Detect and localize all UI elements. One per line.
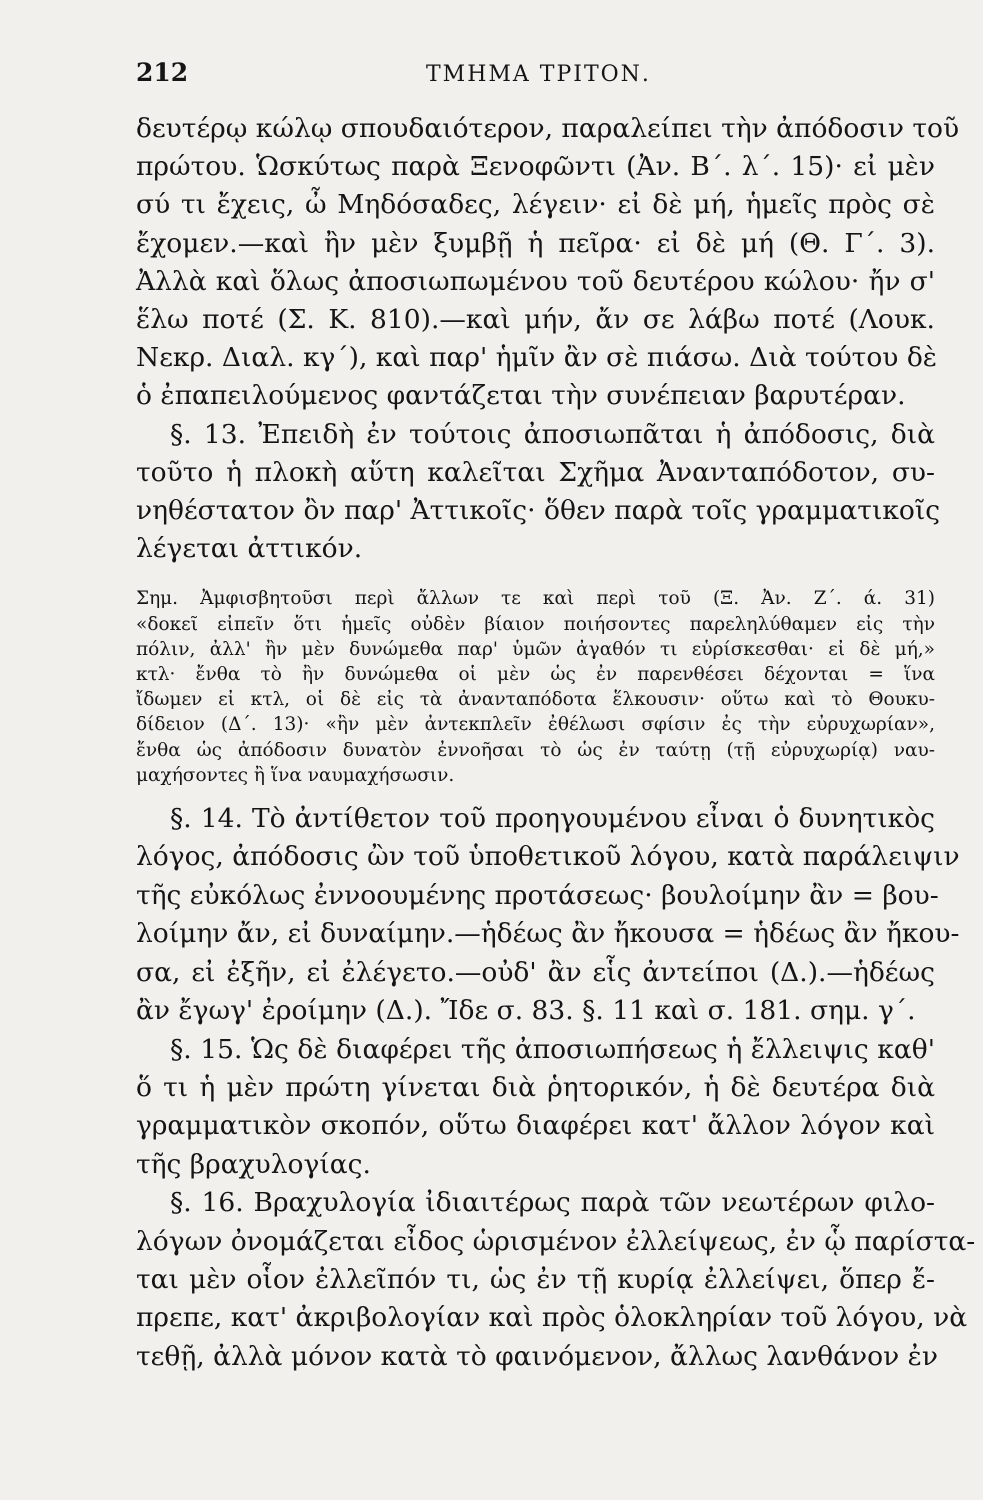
text-line: σα, εἰ ἐξῆν, εἰ ἐλέγετο.—οὐδ' ἂν εἷς ἀντείποι (Δ.).—ἡδέως — [136, 956, 935, 988]
text-line: ἕλω ποτέ (Σ. Κ. 810).—καὶ μήν, ἄν σε λάβω ποτέ (Λουκ. — [136, 304, 935, 336]
text-line: ὅ τι ἡ μὲν πρώτη γίνεται διὰ ῥητορικόν, ἡ δὲ δευτέρα διὰ — [136, 1071, 935, 1103]
note-line: ἔνθα ὡς ἀπόδοσιν δυνατὸν ἐννοῆσαι τὸ ὡς ἐν ταύτῃ (τῇ εὐρυχωρίᾳ) ναυ- — [136, 739, 935, 761]
text-line: §. 13. Ἐπειδὴ ἐν τούτοις ἀποσιωπᾶται ἡ ἀπόδοσις, διὰ — [170, 418, 935, 450]
text-line: ται μὲν οἷον ἐλλεῖπόν τι, ὡς ἐν τῇ κυρίᾳ ἐλλείψει, ὅπερ ἔ- — [136, 1263, 935, 1295]
text-line: τεθῇ, ἀλλὰ μόνον κατὰ τὸ φαινόμενον, ἄλλως λανθάνον ἐν — [136, 1340, 938, 1372]
text-line: τοῦτο ἡ πλοκὴ αὕτη καλεῖται Σχῆμα Ἀνανταπόδοτον, συ- — [136, 456, 935, 488]
page-header — [136, 58, 935, 102]
text-line: §. 14. Τὸ ἀντίθετον τοῦ προηγουμένου εἶναι ὁ δυνητικὸς — [170, 803, 935, 835]
text-line: §. 16. Βραχυλογία ἰδιαιτέρως παρὰ τῶν νεωτέρων φιλο- — [170, 1187, 935, 1219]
note-line: ἴδωμεν εἰ κτλ, οἱ δὲ εἰς τὰ ἀνανταπόδοτα ἕλκουσιν· οὕτω καὶ τὸ Θουκυ- — [136, 689, 935, 711]
text-line: δευτέρῳ κώλῳ σπουδαιότερον, παραλείπει τὴν ἀπόδοσιν τοῦ — [136, 113, 960, 144]
text-line: λόγος, ἀπόδοσις ὢν τοῦ ὑποθετικοῦ λόγου, κατὰ παράλειψιν — [136, 841, 960, 873]
text-line: τῆς εὐκόλως ἐννοουμένης προτάσεως· βουλοίμην ἂν = βου- — [136, 879, 939, 911]
text-line: σύ τι ἔχεις, ὦ Μηδόσαδες, λέγειν· εἰ δὲ μή, ἡμεῖς πρὸς σὲ — [136, 189, 935, 221]
text-line: λέγεται ἀττικόν. — [136, 533, 363, 565]
text-line: νηθέστατον ὂν παρ' Ἀττικοῖς· ὅθεν παρὰ τοῖς γραμματικοῖς — [136, 495, 941, 527]
text-line: ὁ ἐπαπειλούμενος φαντάζεται τὴν συνέπειαν βαρυτέραν. — [136, 380, 906, 412]
note-line: δίδειον (Δ΄. 13)· «ἢν μὲν ἀντεκπλεῖν ἐθέλωσι σφίσιν ἐς τὴν εὐρυχωρίαν», — [136, 714, 935, 736]
text-line: ἂν ἔγωγ' ἐροίμην (Δ.). Ἴδε σ. 83. §. 11 καὶ σ. 181. σημ. γ΄. — [136, 995, 916, 1027]
note-line: Σημ. Ἀμφισβητοῦσι περὶ ἄλλων τε καὶ περὶ τοῦ (Ξ. Ἀν. Ζ΄. ά. 31) — [136, 588, 935, 610]
text-line: §. 15. Ὡς δὲ διαφέρει τῆς ἀποσιωπήσεως ἡ ἔλλειψις καθ' — [170, 1033, 935, 1065]
text-line: λοίμην ἄν, εἰ δυναίμην.—ἡδέως ἂν ἤκουσα = ἡδέως ἂν ἤκου- — [136, 918, 960, 950]
text-line: Ἀλλὰ καὶ ὅλως ἀποσιωπωμένου τοῦ δευτέρου κώλου· ἤν σ' — [136, 265, 935, 297]
text-line: πρώτου. Ὡσκύτως παρὰ Ξενοφῶντι (Ἀν. Β΄. λ΄. 15)· εἰ μὲν — [136, 151, 935, 183]
text-line: λόγων ὀνομάζεται εἶδος ὡρισμένον ἐλλείψεως, ἐν ᾧ παρίστα- — [136, 1225, 976, 1257]
text-line: Νεκρ. Διαλ. κγ΄), καὶ παρ' ἡμῖν ἂν σὲ πιάσω. Διὰ τούτου δὲ — [136, 342, 938, 374]
page-number: 212 — [136, 58, 189, 87]
note-line: μαχήσοντες ἢ ἵνα ναυμαχήσωσιν. — [136, 764, 455, 786]
running-head: ΤΜΗΜΑ ΤΡΙΤΟΝ. — [426, 62, 651, 87]
note-line: πόλιν, ἀλλ' ἢν μὲν δυνώμεθα παρ' ὑμῶν ἀγαθόν τι εὑρίσκεσθαι· εἰ δὲ μή,» — [136, 638, 935, 660]
footnote — [136, 586, 935, 788]
body-text-bottom — [136, 800, 976, 1376]
note-line: «δοκεῖ εἰπεῖν ὅτι ἡμεῖς οὐδὲν βίαιον ποιήσοντες παρεληλύθαμεν εἰς τὴν — [136, 613, 935, 635]
text-line: γραμματικὸν σκοπόν, οὕτω διαφέρει κατ' ἄλλον λόγον καὶ — [136, 1110, 935, 1142]
text-line: τῆς βραχυλογίας. — [136, 1148, 371, 1180]
note-line: κτλ· ἔνθα τὸ ἢν δυνώμεθα οἱ μὲν ὡς ἐν παρενθέσει δέχονται = ἵνα — [136, 664, 935, 686]
body-text-top — [136, 110, 960, 568]
text-line: πρεπε, κατ' ἀκριβολογίαν καὶ πρὸς ὁλοκληρίαν τοῦ λόγου, νὰ — [136, 1302, 968, 1334]
text-line: ἔχομεν.—καὶ ἢν μὲν ξυμβῇ ἡ πεῖρα· εἰ δὲ μή (Θ. Γ΄. 3). — [136, 227, 935, 259]
